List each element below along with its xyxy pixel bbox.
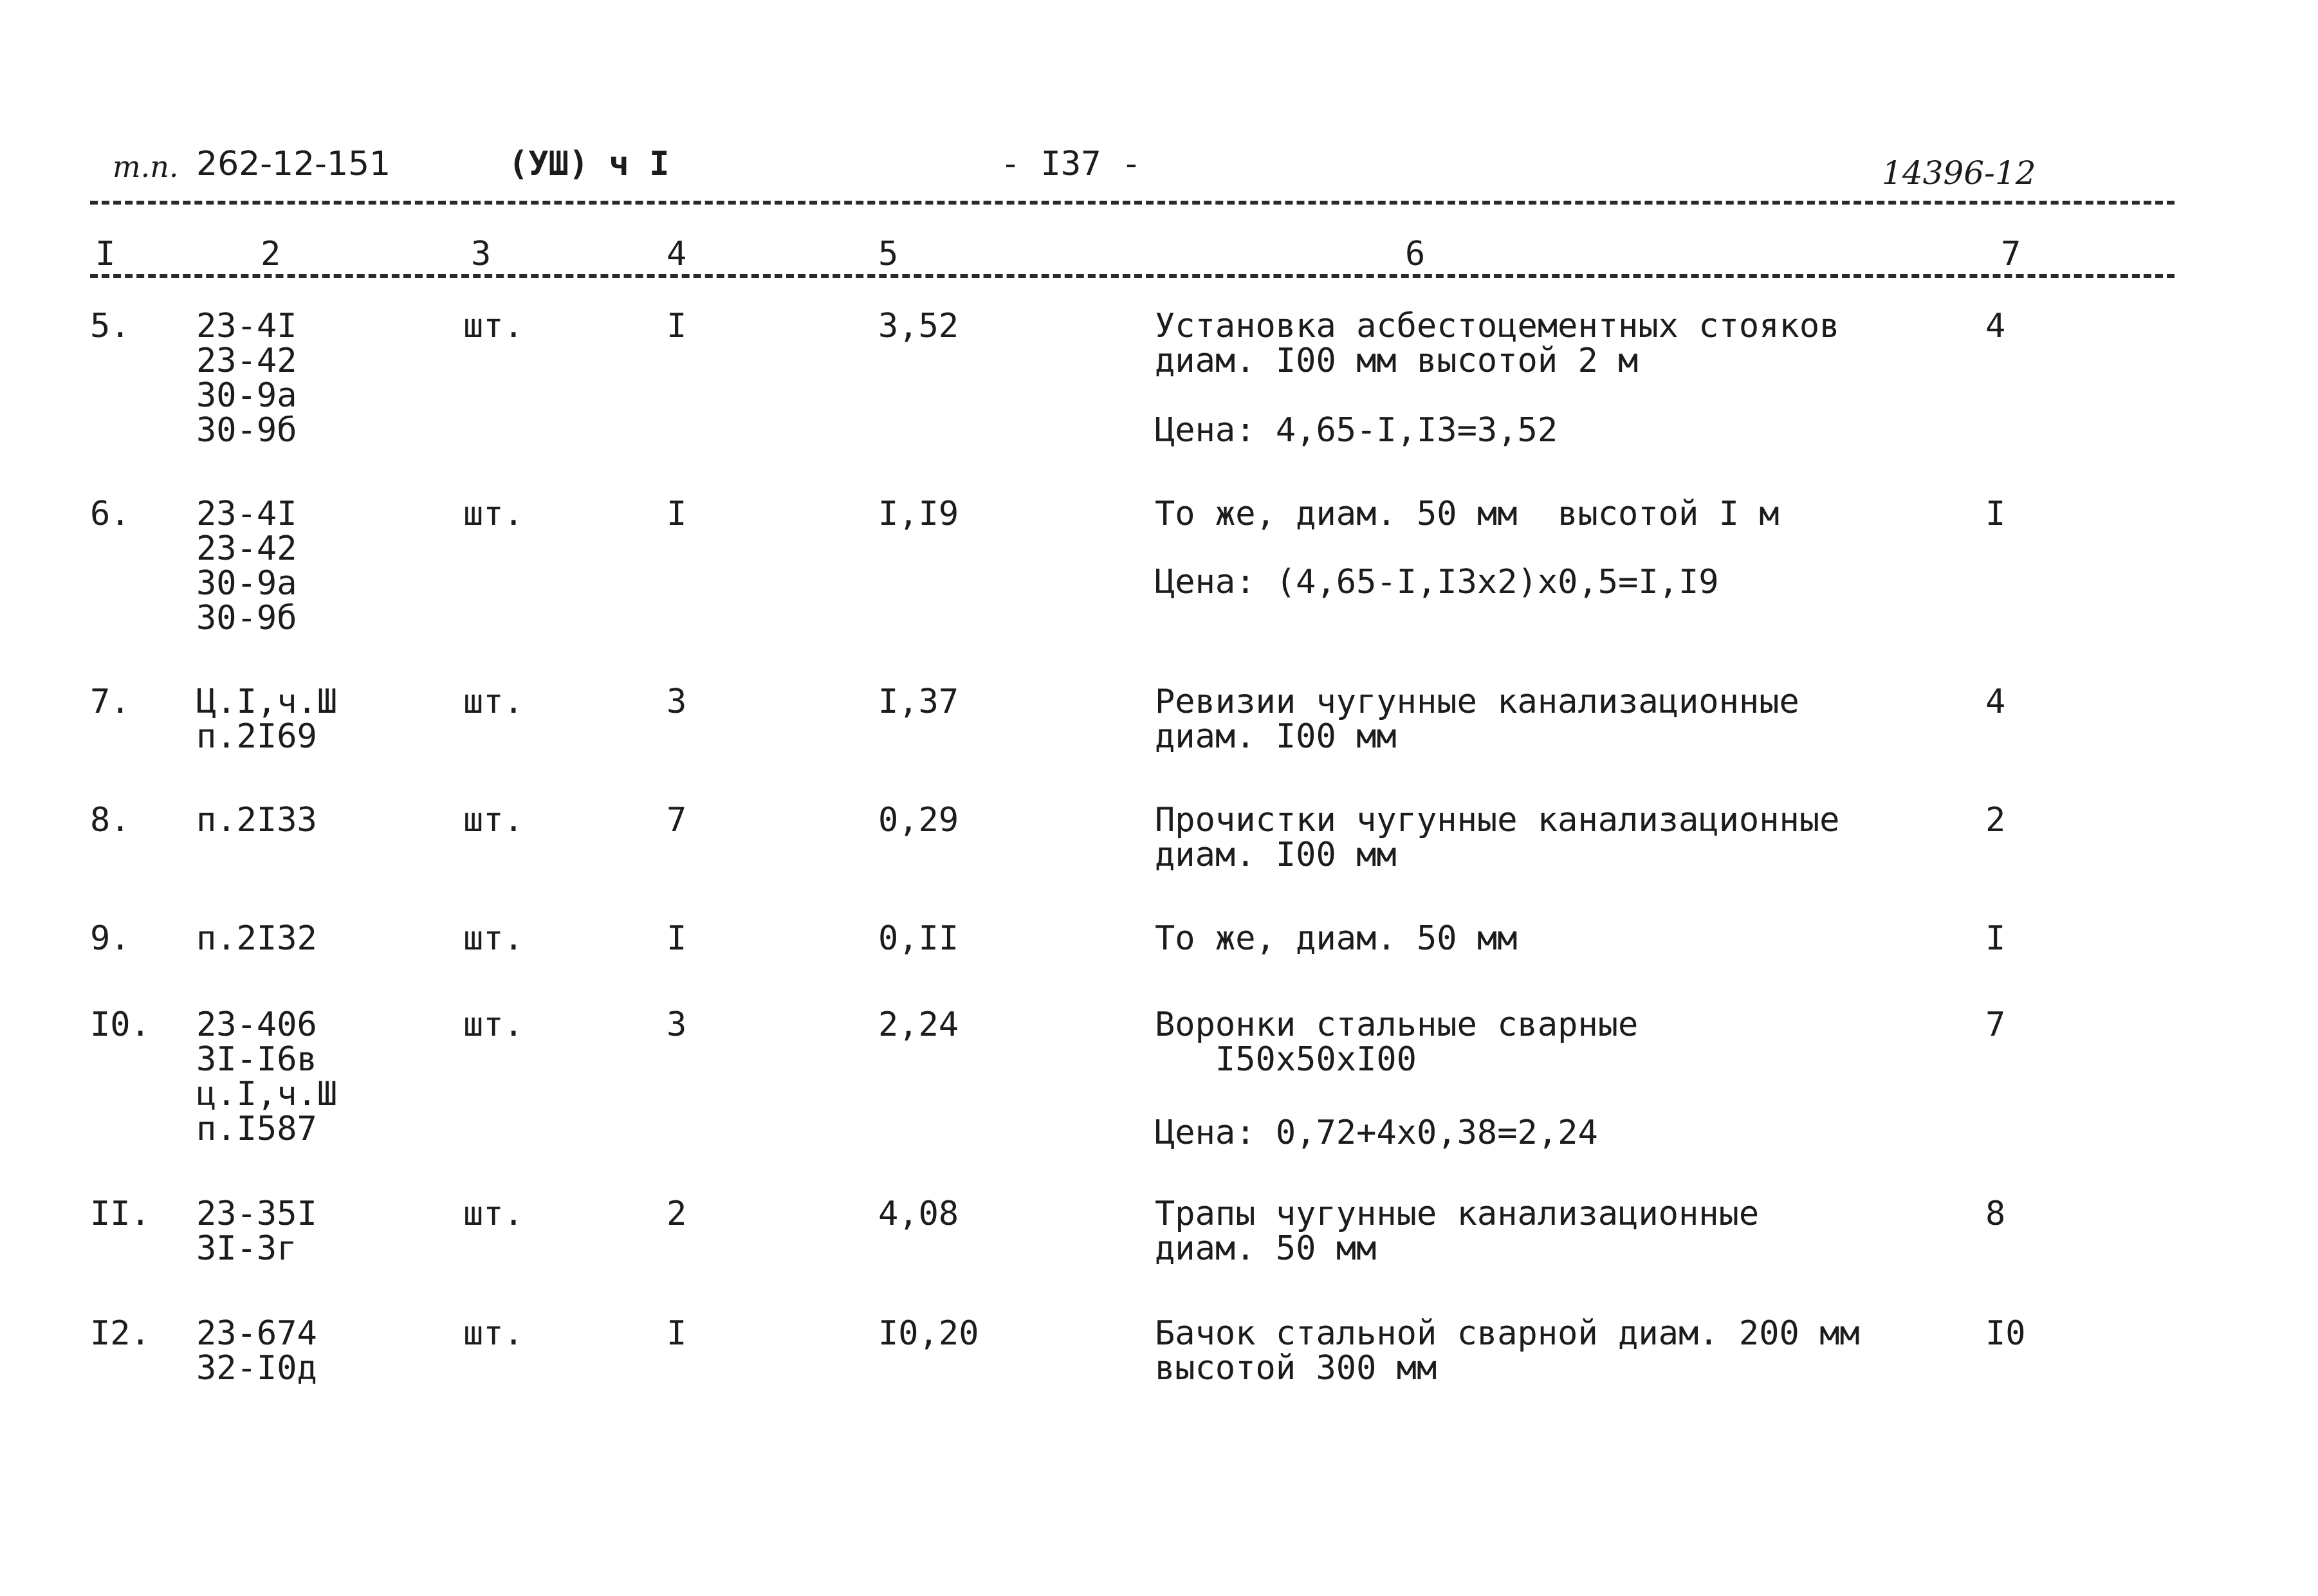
row-number: II. [90, 1195, 151, 1233]
value: 3,52 [878, 307, 959, 345]
quantity: I [667, 307, 687, 345]
row-number: 7. [90, 683, 131, 721]
description: Воронки стальные сварные I50х50хI00 [1155, 1005, 1639, 1079]
column-7-value: I [1985, 919, 2006, 958]
norm-codes: п.2I33 [196, 801, 317, 839]
norm-codes: 23-35I 3I-3г [196, 1195, 317, 1268]
column-header-3: 3 [471, 235, 492, 273]
quantity: 2 [667, 1195, 687, 1233]
norm-codes: Ц.I,ч.Ш п.2I69 [196, 683, 338, 756]
header-dashed-rule [90, 201, 2175, 205]
column-7-value: I0 [1985, 1314, 2026, 1353]
norm-codes: п.2I32 [196, 919, 317, 958]
row-number: I2. [90, 1314, 151, 1353]
value: 2,24 [878, 1005, 959, 1044]
unit: шт. [463, 801, 524, 839]
unit: шт. [463, 919, 524, 958]
page-number: - I37 - [1000, 145, 1142, 183]
column-header-7: 7 [2001, 235, 2021, 273]
column-7-value: 8 [1985, 1195, 2006, 1233]
volume-label: (УШ) ч I [508, 145, 670, 183]
column-7-value: I [1985, 495, 2006, 533]
value: 0,II [878, 919, 959, 958]
price-formula: Цена: 4,65-I,I3=3,52 [1155, 411, 1558, 450]
price-formula: Цена: (4,65-I,I3х2)х0,5=I,I9 [1155, 563, 1719, 601]
column-7-value: 2 [1985, 801, 2006, 839]
row-number: 8. [90, 801, 131, 839]
column-7-value: 7 [1985, 1005, 2006, 1044]
unit: шт. [463, 683, 524, 721]
doc-prefix: т.п. [113, 149, 179, 184]
norm-codes: 23-4I 23-42 30-9а 30-9б [196, 307, 297, 450]
description: Ревизии чугунные канализационные диам. I00 мм [1155, 683, 1799, 756]
norm-codes: 23-406 3I-I6в ц.I,ч.Ш п.I587 [196, 1005, 338, 1148]
unit: шт. [463, 1314, 524, 1353]
value: I0,20 [878, 1314, 979, 1353]
price-formula: Цена: 0,72+4х0,38=2,24 [1155, 1114, 1598, 1152]
quantity: I [667, 919, 687, 958]
quantity: 3 [667, 683, 687, 721]
doc-number: 262-12-151 [196, 145, 391, 183]
row-number: 6. [90, 495, 131, 533]
quantity: I [667, 1314, 687, 1353]
description: Трапы чугунные канализационные диам. 50 мм [1155, 1195, 1760, 1268]
description: Бачок стальной сварной диам. 200 мм высотой 300 мм [1155, 1314, 1860, 1388]
quantity: 3 [667, 1005, 687, 1044]
value: 4,08 [878, 1195, 959, 1233]
unit: шт. [463, 495, 524, 533]
column-7-value: 4 [1985, 683, 2006, 721]
description: То же, диам. 50 мм высотой I м [1155, 495, 1780, 533]
description: Прочистки чугунные канализационные диам. I00 мм [1155, 801, 1840, 874]
row-number: I0. [90, 1005, 151, 1044]
description: Установка асбестоцементных стояков диам. I00 мм высотой 2 м [1155, 307, 1840, 380]
quantity: 7 [667, 801, 687, 839]
column-header-1: I [95, 235, 116, 273]
unit: шт. [463, 1005, 524, 1044]
value: I,37 [878, 683, 959, 721]
row-number: 9. [90, 919, 131, 958]
quantity: I [667, 495, 687, 533]
norm-codes: 23-674 32-I0д [196, 1314, 317, 1388]
unit: шт. [463, 307, 524, 345]
value: I,I9 [878, 495, 959, 533]
column-header-5: 5 [878, 235, 899, 273]
description: То же, диам. 50 мм [1155, 919, 1518, 958]
unit: шт. [463, 1195, 524, 1233]
column-header-6: 6 [1405, 235, 1426, 273]
norm-codes: 23-4I 23-42 30-9а 30-9б [196, 495, 297, 637]
column-header-4: 4 [667, 235, 687, 273]
value: 0,29 [878, 801, 959, 839]
columns-dashed-rule [90, 274, 2175, 278]
row-number: 5. [90, 307, 131, 345]
column-header-2: 2 [261, 235, 281, 273]
column-7-value: 4 [1985, 307, 2006, 345]
inventory-number: 14396-12 [1882, 154, 2036, 192]
